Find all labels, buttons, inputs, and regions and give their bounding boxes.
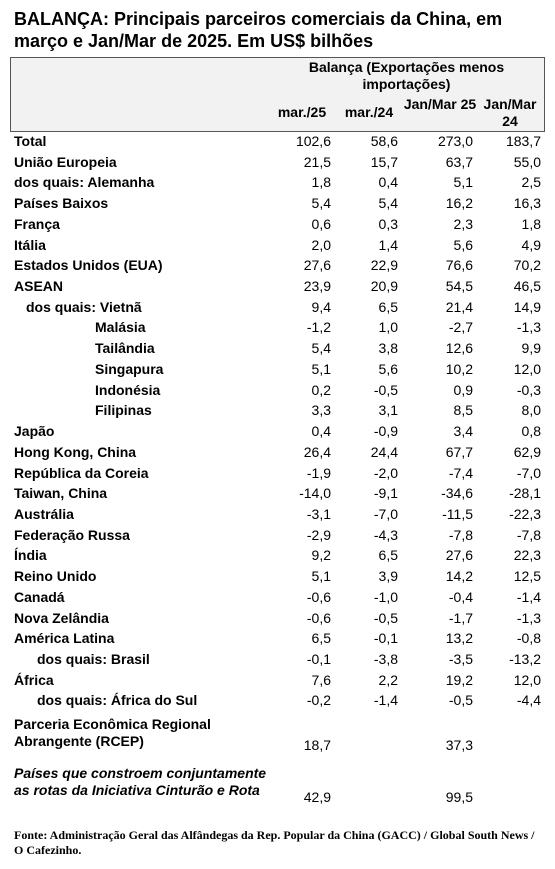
row-value: 0,4 bbox=[311, 423, 331, 440]
row-label: União Europeia bbox=[14, 153, 117, 170]
row-label: dos quais: África do Sul bbox=[37, 692, 198, 709]
row-value: 3,8 bbox=[378, 340, 398, 357]
row-value: -0,8 bbox=[516, 630, 541, 647]
row-value: 27,6 bbox=[445, 547, 473, 564]
table-body bbox=[0, 131, 555, 711]
row-value: -7,0 bbox=[516, 464, 541, 481]
row-value: 9,9 bbox=[521, 340, 541, 357]
row-value: 58,6 bbox=[370, 133, 398, 149]
row-value: 76,6 bbox=[445, 257, 473, 274]
row-value: 5,4 bbox=[378, 195, 398, 212]
row-value: -2,0 bbox=[373, 464, 398, 481]
row-value: 5,1 bbox=[453, 174, 473, 191]
table-row bbox=[0, 152, 555, 173]
row-value: 1,8 bbox=[521, 215, 541, 232]
row-value: -2,9 bbox=[306, 526, 331, 543]
bri-label: Países que constroem conjuntamente as rotas da Iniciativa Cinturão e Rota bbox=[14, 765, 267, 798]
row-value: -7,0 bbox=[373, 505, 398, 522]
row-value: 1,0 bbox=[378, 319, 398, 336]
row-value: 9,4 bbox=[311, 298, 331, 315]
row-value: -22,3 bbox=[509, 505, 541, 522]
row-value: 2,0 bbox=[311, 236, 331, 253]
row-value: 183,7 bbox=[505, 133, 541, 149]
row-value: 21,4 bbox=[445, 298, 473, 315]
row-value: 0,6 bbox=[311, 215, 331, 232]
row-value: -13,2 bbox=[509, 650, 541, 667]
table-row bbox=[0, 649, 555, 670]
row-value: 22,3 bbox=[513, 547, 541, 564]
table-row bbox=[0, 359, 555, 380]
row-value: -0,1 bbox=[373, 630, 398, 647]
row-value: -3,1 bbox=[306, 505, 331, 522]
row-value: 19,2 bbox=[445, 671, 473, 688]
row-value: -0,5 bbox=[448, 692, 473, 709]
row-label: Japão bbox=[14, 423, 55, 440]
row-value: 0,8 bbox=[521, 423, 541, 440]
table-row bbox=[0, 504, 555, 525]
row-label: França bbox=[14, 215, 60, 232]
table-row bbox=[0, 525, 555, 546]
row-value: 3,1 bbox=[378, 402, 398, 419]
row-value: 22,9 bbox=[370, 257, 398, 274]
row-value: -7,8 bbox=[516, 526, 541, 543]
row-label: Indonésia bbox=[95, 381, 161, 398]
row-value: 0,4 bbox=[378, 174, 398, 191]
row-value: -1,0 bbox=[373, 588, 398, 605]
table-row bbox=[0, 442, 555, 463]
row-value: 10,2 bbox=[445, 360, 473, 377]
row-value: -4,3 bbox=[373, 526, 398, 543]
row-value: 12,6 bbox=[445, 340, 473, 357]
row-value: 2,5 bbox=[521, 174, 541, 191]
rcep-label: Parceria Econômica Regional Abrangente (RCEP) bbox=[14, 716, 211, 749]
table-row bbox=[0, 276, 555, 297]
row-value: 5,1 bbox=[311, 360, 331, 377]
row-value: 27,6 bbox=[303, 257, 331, 274]
row-value: 55,0 bbox=[513, 153, 541, 170]
row-value: 0,2 bbox=[311, 381, 331, 398]
row-value: -4,4 bbox=[516, 692, 541, 709]
row-value: 12,0 bbox=[513, 360, 541, 377]
row-value: 15,7 bbox=[370, 153, 398, 170]
row-value: -7,4 bbox=[448, 464, 473, 481]
row-value: 5,6 bbox=[453, 236, 473, 253]
rcep-value-jan-mar-25: 37,3 bbox=[445, 737, 473, 753]
row-label: Reino Unido bbox=[14, 568, 97, 585]
column-header-mar-25: mar./25 bbox=[277, 104, 327, 120]
table-row bbox=[0, 608, 555, 629]
table-row bbox=[0, 587, 555, 608]
column-header-jan-mar-25: Jan/Mar 25 bbox=[403, 96, 477, 112]
row-value: 2,3 bbox=[453, 215, 473, 232]
source-note: Fonte: Administração Geral das Alfândegas da Rep. Popular da China (GACC) / Global South News / O Cafezinho. bbox=[14, 828, 535, 857]
row-label: Taiwan, China bbox=[14, 485, 108, 502]
row-value: 12,0 bbox=[513, 671, 541, 688]
table-row bbox=[0, 338, 555, 359]
bri-value-mar-25: 42,9 bbox=[303, 789, 331, 805]
row-value: -3,5 bbox=[448, 650, 473, 667]
table-row bbox=[0, 255, 555, 276]
row-value: -0,6 bbox=[306, 588, 331, 605]
row-value: -1,4 bbox=[516, 588, 541, 605]
row-value: 26,4 bbox=[303, 443, 331, 460]
row-value: -9,1 bbox=[373, 485, 398, 502]
row-value: -0,3 bbox=[516, 381, 541, 398]
row-value: -0,6 bbox=[306, 609, 331, 626]
row-value: -0,5 bbox=[373, 381, 398, 398]
bri-value-jan-mar-25: 99,5 bbox=[445, 789, 473, 805]
row-value: -1,9 bbox=[306, 464, 331, 481]
row-label: Austrália bbox=[14, 505, 74, 522]
row-value: 23,9 bbox=[303, 278, 331, 295]
row-label: Singapura bbox=[95, 360, 164, 377]
row-value: -1,3 bbox=[516, 319, 541, 336]
row-label: América Latina bbox=[14, 630, 115, 647]
table-row bbox=[0, 483, 555, 504]
row-value: 5,6 bbox=[378, 360, 398, 377]
row-value: 3,9 bbox=[378, 568, 398, 585]
row-label: Países Baixos bbox=[14, 195, 109, 212]
row-value: 2,2 bbox=[378, 671, 398, 688]
row-value: -0,5 bbox=[373, 609, 398, 626]
row-value: 12,5 bbox=[513, 568, 541, 585]
row-value: -0,9 bbox=[373, 423, 398, 440]
row-label: dos quais: Alemanha bbox=[14, 174, 155, 191]
row-value: 20,9 bbox=[370, 278, 398, 295]
rcep-value-mar-25: 18,7 bbox=[303, 737, 331, 753]
row-value: 5,1 bbox=[311, 568, 331, 585]
table-row bbox=[0, 670, 555, 691]
row-value: 273,0 bbox=[437, 133, 473, 149]
table-row bbox=[0, 545, 555, 566]
row-value: 0,3 bbox=[378, 215, 398, 232]
row-value: 67,7 bbox=[445, 443, 473, 460]
header-group-balance: Balança (Exportações menos importações) bbox=[308, 59, 505, 92]
table-row bbox=[0, 214, 555, 235]
row-label: ASEAN bbox=[14, 278, 64, 295]
row-value: 21,5 bbox=[303, 153, 331, 170]
table-row bbox=[0, 421, 555, 442]
table-row bbox=[0, 400, 555, 421]
column-header-jan-mar-24: Jan/Mar 24 bbox=[483, 96, 537, 129]
row-value: 16,3 bbox=[513, 195, 541, 212]
row-label: Estados Unidos (EUA) bbox=[14, 257, 163, 274]
table-row bbox=[0, 235, 555, 256]
row-value: -0,2 bbox=[306, 692, 331, 709]
row-label: dos quais: Vietnã bbox=[26, 298, 142, 315]
row-value: -2,7 bbox=[448, 319, 473, 336]
table-title: BALANÇA: Principais parceiros comerciais da China, em março e Jan/Mar de 2025. Em US$ bilhões bbox=[14, 9, 503, 51]
row-value: 54,5 bbox=[445, 278, 473, 295]
row-value: -14,0 bbox=[299, 485, 331, 502]
row-value: 0,9 bbox=[453, 381, 473, 398]
row-value: -7,8 bbox=[448, 526, 473, 543]
table-row bbox=[0, 193, 555, 214]
row-label: Malásia bbox=[95, 319, 146, 336]
row-value: 9,2 bbox=[311, 547, 331, 564]
row-value: 5,4 bbox=[311, 340, 331, 357]
row-value: 7,6 bbox=[311, 671, 331, 688]
table-row bbox=[0, 131, 555, 152]
row-value: 14,2 bbox=[445, 568, 473, 585]
row-value: 3,3 bbox=[311, 402, 331, 419]
table-row bbox=[0, 297, 555, 318]
row-value: -1,4 bbox=[373, 692, 398, 709]
row-label: Itália bbox=[14, 236, 46, 253]
table-row bbox=[0, 380, 555, 401]
row-label: Federação Russa bbox=[14, 526, 130, 543]
table-row bbox=[0, 317, 555, 338]
row-value: 8,0 bbox=[521, 402, 541, 419]
table-row bbox=[0, 628, 555, 649]
row-label: Filipinas bbox=[95, 402, 152, 419]
row-value: 46,5 bbox=[513, 278, 541, 295]
row-value: 62,9 bbox=[513, 443, 541, 460]
row-value: 13,2 bbox=[445, 630, 473, 647]
row-label: Tailândia bbox=[95, 340, 155, 357]
table-row bbox=[0, 690, 555, 711]
row-value: 4,9 bbox=[521, 236, 541, 253]
row-value: 16,2 bbox=[445, 195, 473, 212]
row-value: 63,7 bbox=[445, 153, 473, 170]
table-row bbox=[0, 463, 555, 484]
row-value: -28,1 bbox=[509, 485, 541, 502]
table-row bbox=[0, 566, 555, 587]
row-value: -11,5 bbox=[442, 505, 473, 522]
row-value: -0,4 bbox=[448, 588, 473, 605]
row-value: 1,8 bbox=[311, 174, 331, 191]
row-label: Total bbox=[14, 133, 47, 149]
row-value: -34,6 bbox=[441, 485, 473, 502]
row-value: -1,2 bbox=[306, 319, 331, 336]
row-label: República da Coreia bbox=[14, 464, 149, 481]
row-value: 14,9 bbox=[513, 298, 541, 315]
row-value: 6,5 bbox=[311, 630, 331, 647]
row-value: 24,4 bbox=[370, 443, 398, 460]
row-label: África bbox=[14, 671, 54, 688]
row-label: dos quais: Brasil bbox=[37, 650, 150, 667]
row-value: 5,4 bbox=[311, 195, 331, 212]
row-value: 70,2 bbox=[513, 257, 541, 274]
row-value: 102,6 bbox=[295, 133, 331, 149]
row-value: 1,4 bbox=[378, 236, 398, 253]
row-value: -3,8 bbox=[373, 650, 398, 667]
row-label: Nova Zelândia bbox=[14, 609, 109, 626]
row-label: Hong Kong, China bbox=[14, 443, 137, 460]
row-value: 3,4 bbox=[453, 423, 473, 440]
table-row bbox=[0, 172, 555, 193]
row-value: 8,5 bbox=[453, 402, 473, 419]
row-label: Canadá bbox=[14, 588, 65, 605]
table-header bbox=[10, 57, 545, 132]
row-value: 6,5 bbox=[378, 547, 398, 564]
row-value: 6,5 bbox=[378, 298, 398, 315]
row-label: Índia bbox=[14, 547, 47, 564]
row-value: -1,7 bbox=[448, 609, 473, 626]
row-value: -0,1 bbox=[306, 650, 331, 667]
row-value: -1,3 bbox=[516, 609, 541, 626]
column-header-mar-24: mar./24 bbox=[344, 104, 394, 120]
